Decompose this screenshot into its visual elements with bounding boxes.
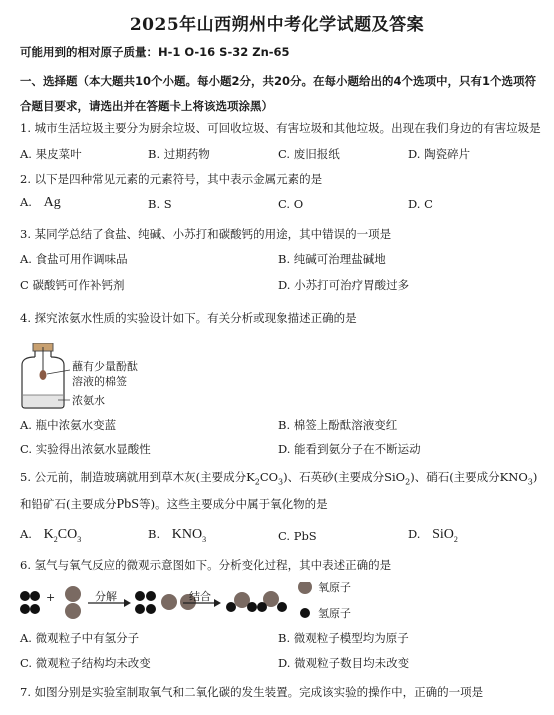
hydrogen-atom [146,591,156,601]
q5-text-2a: 和铅矿石(主要成分 [20,497,117,511]
question-4-option-b[interactable]: B. 棉签上酚酞溶液变红 [278,418,398,432]
oxygen-molecule [65,586,81,619]
question-2-option-c[interactable]: C. O [278,197,304,211]
q5-d-sio: SiO [432,527,454,542]
question-3-option-a[interactable]: A. 食盐可用作调味品 [20,252,128,266]
q5-text-1e: ) [532,470,538,484]
atomic-masses: 可能用到的相对原子质量：H-1 O-16 S-32 Zn-65 [20,45,290,59]
question-6-option-a[interactable]: A. 微观粒子中有氢分子 [20,631,140,645]
question-6-option-d[interactable]: D. 微观粒子数目均未改变 [278,656,410,670]
q5-b-sub3: 3 [202,534,207,544]
question-5-option-a[interactable] [20,527,81,544]
question-3-stem: 3. 某同学总结了食盐、纯碱、小苏打和碳酸钙的用途，其中错误的一项是 [20,227,392,241]
oxygen-atom [161,594,177,610]
question-1-stem: 1. 城市生活垃圾主要分为厨余垃圾、可回收垃圾、有害垃圾和其他垃圾。出现在我们身边的有害垃圾是 [20,121,541,135]
q5-b-prefix: B. [148,527,161,541]
q5-text-1c: )、石英砂(主要成分SiO [283,470,406,484]
plus-sign: + [46,591,56,604]
water-molecule [257,591,287,612]
ammonia-label: 浓氨水 [72,394,105,407]
question-4-option-c[interactable]: C. 实验得出浓氨水显酸性 [20,442,151,456]
question-7-stem: 7. 如图分别是实验室制取氧气和二氧化碳的发生装置。完成该实验的操作中，正确的一项是 [20,685,484,699]
arrow-2-label: 结合 [189,590,211,603]
water-molecule [226,592,257,612]
question-2-option-b[interactable]: B. S [148,197,172,211]
question-1-option-a[interactable]: A. 果皮菜叶 [20,147,82,161]
section-heading: 一、选择题（本大题共10个小题。每小题2分，共20分。在每小题给出的4个选项中，只有1个选项符合题目要求，请选出并在答题卡上将该选项涂黑） [20,74,537,113]
question-5-stem-line2 [20,496,328,513]
question-2-option-a[interactable] [20,195,61,211]
hydrogen-atom [146,604,156,614]
reaction-diagram [0,582,554,622]
q5-b-formula [172,527,206,542]
q5-sub-co3: 3 [278,477,284,487]
question-6-option-b[interactable]: B. 微观粒子模型均为原子 [278,631,409,645]
q5-text-1a: 5. 公元前，制造玻璃就用到草木灰(主要成分K [20,470,255,484]
question-1-option-c[interactable]: C. 废旧报纸 [278,147,340,161]
question-3-option-c[interactable]: C 碳酸钙可作补钙剂 [20,278,125,292]
question-6-option-c[interactable]: C. 微观粒子结构均未改变 [20,656,151,670]
legend-oxygen-label: 氧原子 [318,581,351,594]
q5-text-1d: )、硝石(主要成分KNO [410,470,528,484]
hydrogen-atom [135,604,145,614]
q5-sub-kno3: 3 [527,477,533,487]
question-6-stem: 6. 氢气与氧气反应的微观示意图如下。分析变化过程，其中表述正确的是 [20,558,392,572]
question-2-option-d[interactable]: D. C [408,197,433,211]
q5-a-formula [44,527,82,542]
page-title: 2025年山西朔州中考化学试题及答案 [129,15,425,35]
question-5-option-d[interactable] [408,527,458,544]
question-2-stem: 2. 以下是四种常见元素的元素符号，其中表示金属元素的是 [20,172,323,186]
arrow-2-head [214,599,221,607]
cotton-swab-label-line2: 溶液的棉签 [72,375,127,388]
q5-text-1b: CO [259,470,279,484]
question-4-option-d[interactable]: D. 能看到氨分子在不断运动 [278,442,421,456]
hydrogen-atom [135,591,145,601]
q5-d-sub2: 2 [453,534,458,544]
question-1-option-b[interactable]: B. 过期药物 [148,147,210,161]
arrow-1-label: 分解 [95,590,117,603]
legend-hydrogen-label: 氢原子 [318,607,351,620]
q5-d-formula [432,527,458,542]
q5-text-2b: PbS [116,497,140,512]
q5-a-sub3: 3 [77,534,82,544]
question-3-option-d[interactable]: D. 小苏打可治疗胃酸过多 [278,278,410,292]
question-4-option-a[interactable]: A. 瓶中浓氨水变蓝 [20,418,117,432]
hydrogen-molecule [20,604,40,614]
question-5-option-c[interactable]: C. PbS [278,529,317,543]
q5-b-kno: KNO [171,527,203,542]
q5-sub-k2: 2 [254,477,260,487]
question-3-option-b[interactable]: B. 纯碱可治理盐碱地 [278,252,386,266]
q5-a-k: K [43,527,54,542]
q5-sub-sio2: 2 [405,477,411,487]
q5-a-co: CO [57,527,78,542]
q5-a-sub2: 2 [53,534,58,544]
cotton-swab-label-line1: 蘸有少量酚酞 [72,360,138,373]
question-2-option-a-value: Ag [43,195,61,210]
question-2-option-a-prefix: A. [20,195,32,209]
question-5-option-b[interactable] [148,527,206,544]
legend-oxygen-swatch [298,582,312,594]
hydrogen-molecule [20,591,40,601]
question-4-stem: 4. 探究浓氨水性质的实验设计如下。有关分析或现象描述正确的是 [20,311,357,325]
legend-hydrogen-swatch [300,608,310,618]
q5-a-prefix: A. [20,527,32,541]
question-5-stem-line1 [20,469,537,486]
q5-d-prefix: D. [408,527,421,541]
question-1-option-d[interactable]: D. 陶瓷碎片 [408,147,471,161]
q5-text-2c: 等)。这些主要成分中属于氧化物的是 [139,497,328,511]
arrow-1-head [124,599,131,607]
